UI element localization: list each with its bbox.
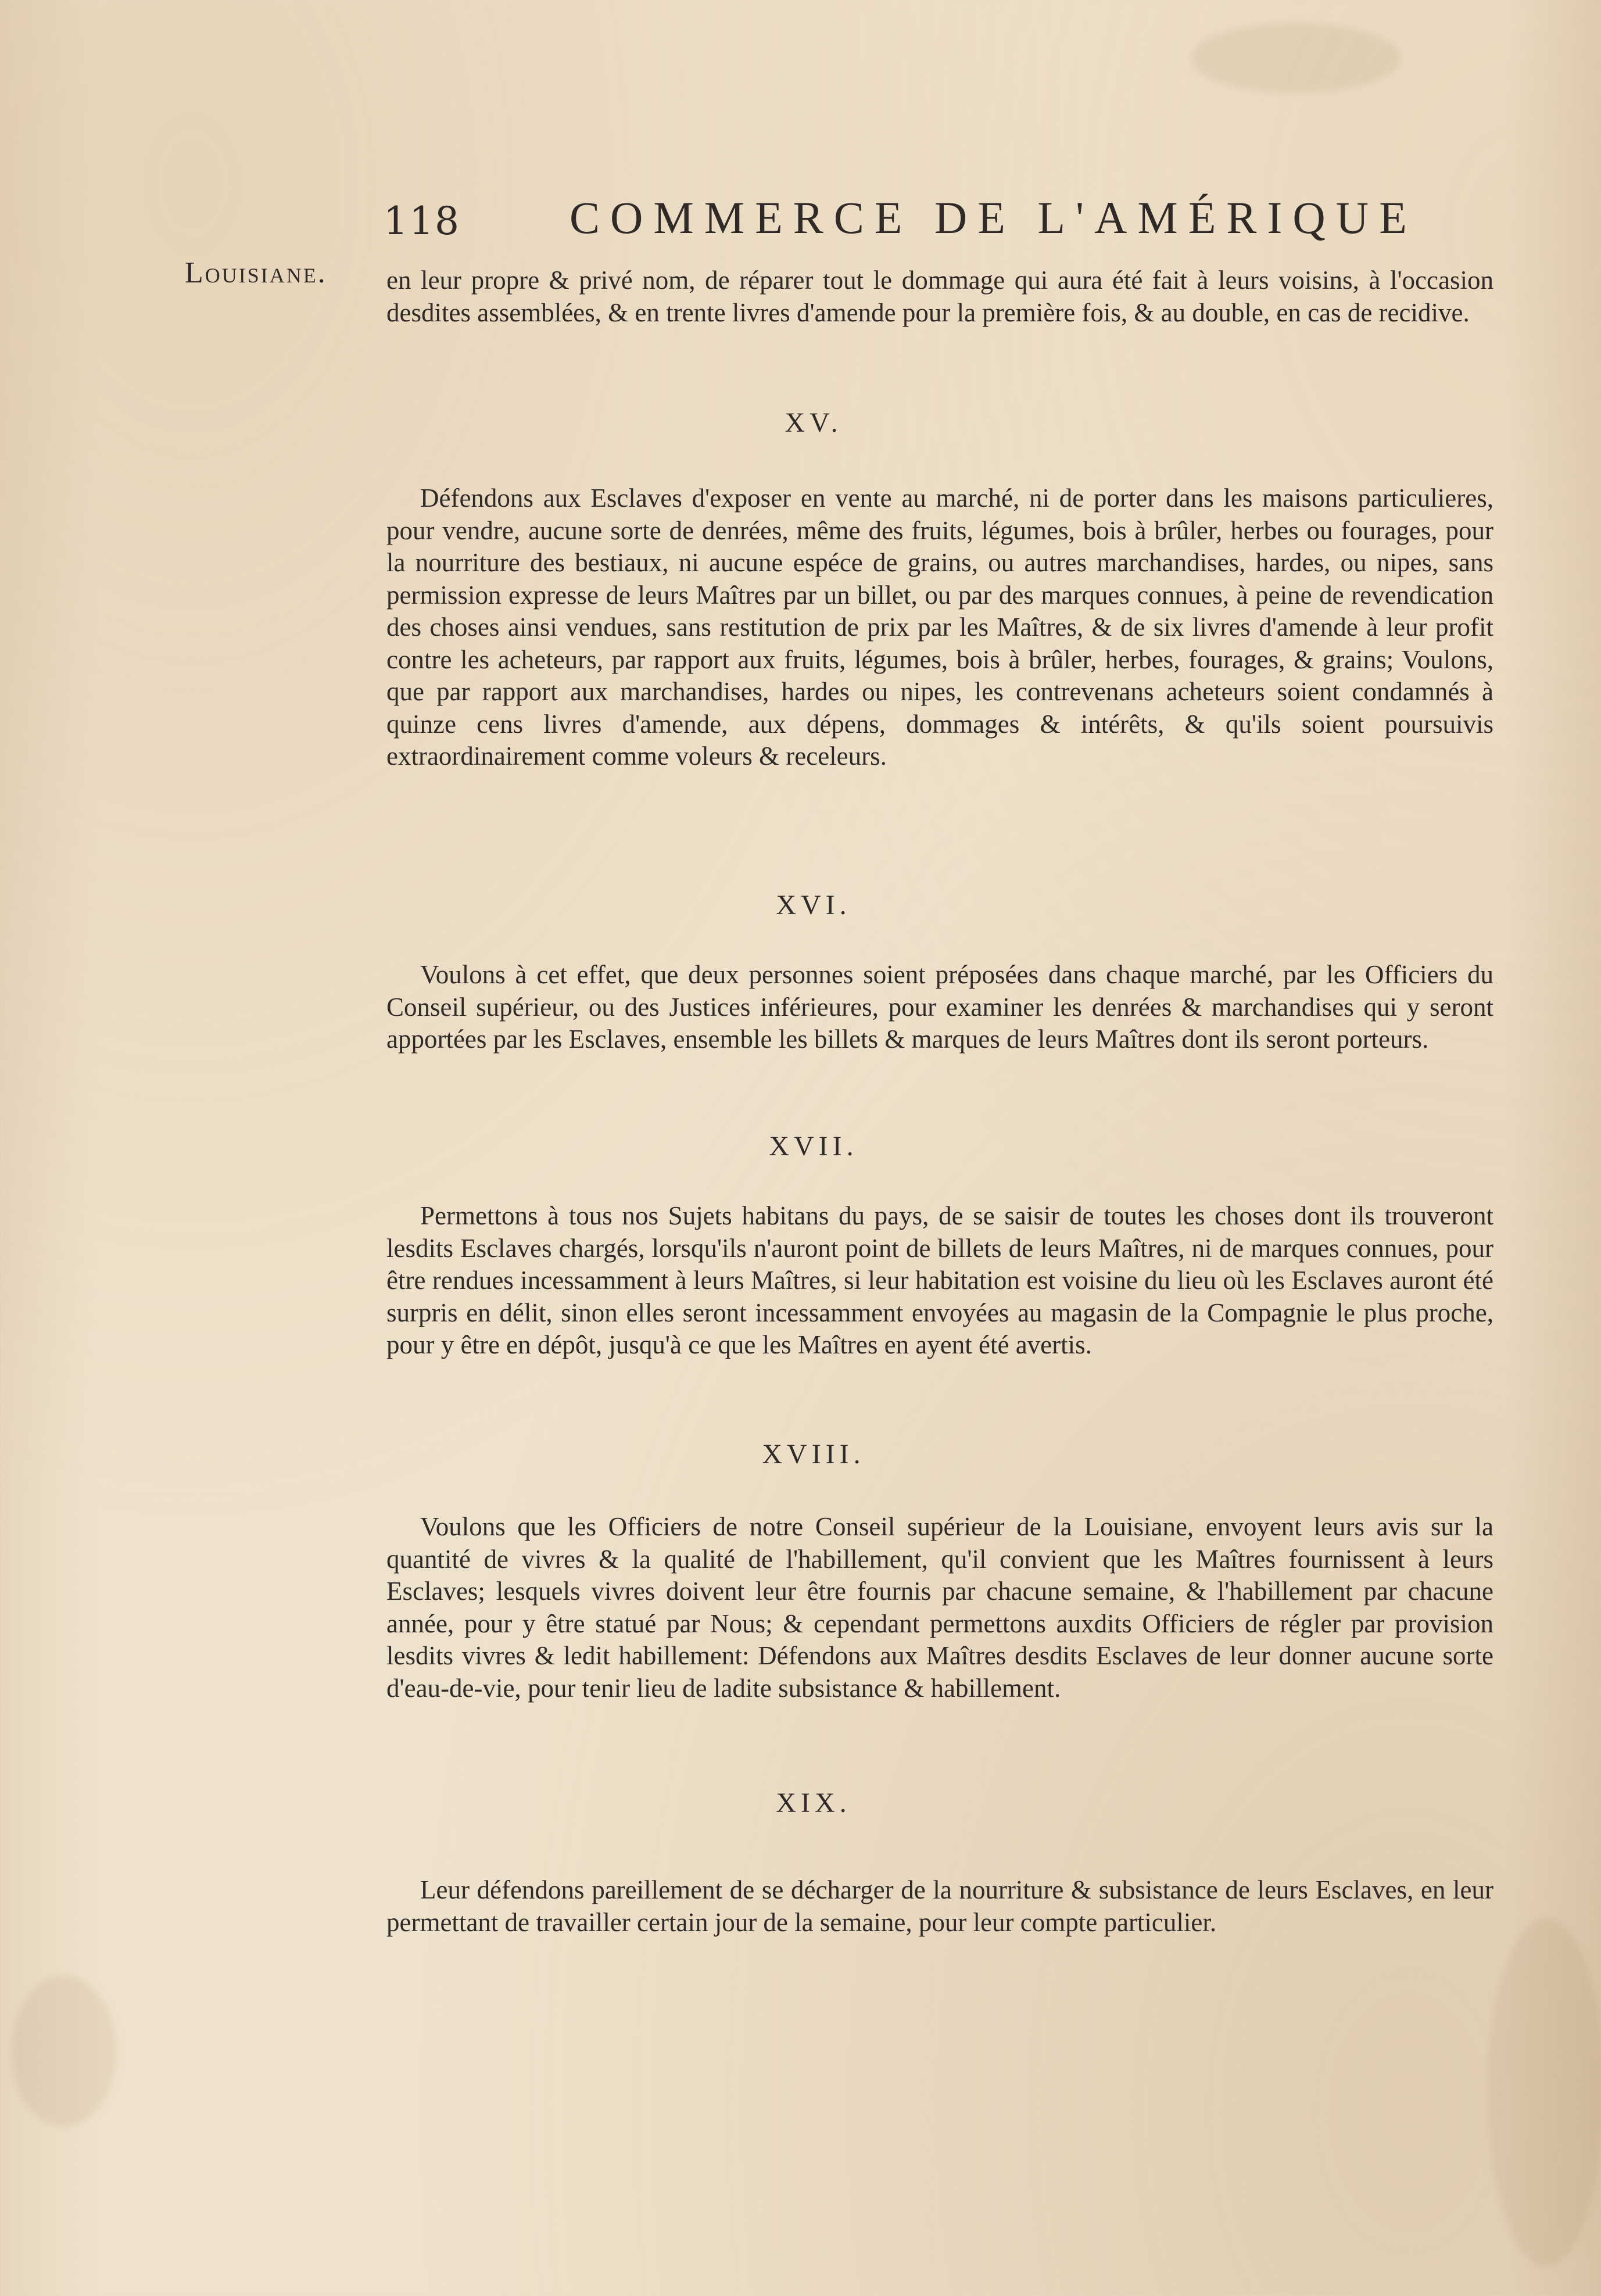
article-number: XV. bbox=[785, 407, 843, 438]
page-number: 118 bbox=[384, 199, 460, 243]
article-text: Permettons à tous nos Sujets habitans du pays, de se saisir de toutes les choses dont ils trouveront lesdits Esclaves chargés, lorsqu'ils n'auront point de billets de leurs Maîtres, ni de marques connues, pour être rendues incessamment à leurs Maîtres, si leur habitation est voisine du lieu où les Esclaves auront été surpris en délit, sinon elles seront incessamment envoyées au magasin de la Compagnie le plus proche, pour y être en dépôt, jusqu'à ce que les Maîtres en ayent été avertis. bbox=[386, 1201, 1493, 1359]
paper-stain bbox=[1191, 23, 1401, 93]
page-header bbox=[384, 192, 1417, 256]
article-text: Voulons que les Officiers de notre Conseil supérieur de la Louisiane, envoyent leurs avis sur la quantité de vivres & la qualité de l'habillement, qu'il convient que les Maîtres fournissent à leurs Esclaves; lesquels vivres doivent leur être fournis par chacune semaine, & l'habillement par chacune année, pour y être statué par Nous; & cependant permettons auxdits Officiers de régler par provision lesdits vivres & ledit habillement: Défendons aux Maîtres desdits Esclaves de leur donner aucune sorte d'eau-de-vie, pour tenir lieu de ladite subsistance & habillement. bbox=[386, 1512, 1493, 1703]
paper-stain bbox=[12, 1976, 116, 2127]
article-number: XVIII. bbox=[762, 1439, 865, 1470]
article-number: XVII. bbox=[769, 1131, 858, 1162]
paper-stain bbox=[1488, 1918, 1601, 2266]
continuation-paragraph: en leur propre & privé nom, de réparer tout le dommage qui aura été fait à leurs voisins, à l'occasion desdites assemblées, & en trente livres d'amende pour la première fois, & au double, en cas de recidive. bbox=[386, 266, 1493, 327]
margin-note: Louisiane. bbox=[185, 256, 327, 289]
running-title: COMMERCE DE L'AMÉRIQUE bbox=[570, 192, 1417, 243]
article-number: XIX. bbox=[776, 1788, 851, 1818]
article-text: Leur défendons pareillement de se décharger de la nourriture & subsistance de leurs Esclaves, en leur permettant de travailler certain jour de la semaine, pour leur compte particulier. bbox=[386, 1875, 1493, 1937]
article-number: XVI. bbox=[776, 890, 851, 920]
article-text: Défendons aux Esclaves d'exposer en vente au marché, ni de porter dans les maisons particulieres, pour vendre, aucune sorte de denrées, même des fruits, légumes, bois à brûler, herbes ou fourages, pour la nourriture des bestiaux, ni aucune espéce de grains, ou autres marchandises, hardes, ou nipes, sans permission expresse de leurs Maîtres par un billet, ou par des marques connues, à peine de revendication des choses ainsi vendues, sans restitution de prix par les Maîtres, & de six livres d'amende à leur profit contre les acheteurs, par rapport aux fruits, légumes, bois à brûler, herbes, fourages, & grains; Voulons, que par rapport aux marchandises, hardes ou nipes, les contrevenans acheteurs soient condamnés à quinze cens livres d'amende, aux dépens, dommages & intérêts, & qu'ils soient poursuivis extraordinairement comme voleurs & receleurs. bbox=[386, 483, 1493, 771]
article-text: Voulons à cet effet, que deux personnes soient préposées dans chaque marché, par les Officiers du Conseil supérieur, ou des Justices inférieures, pour examiner les denrées & marchandises qui y seront apportées par les Esclaves, ensemble les billets & marques de leurs Maîtres dont ils seront porteurs. bbox=[386, 960, 1493, 1054]
